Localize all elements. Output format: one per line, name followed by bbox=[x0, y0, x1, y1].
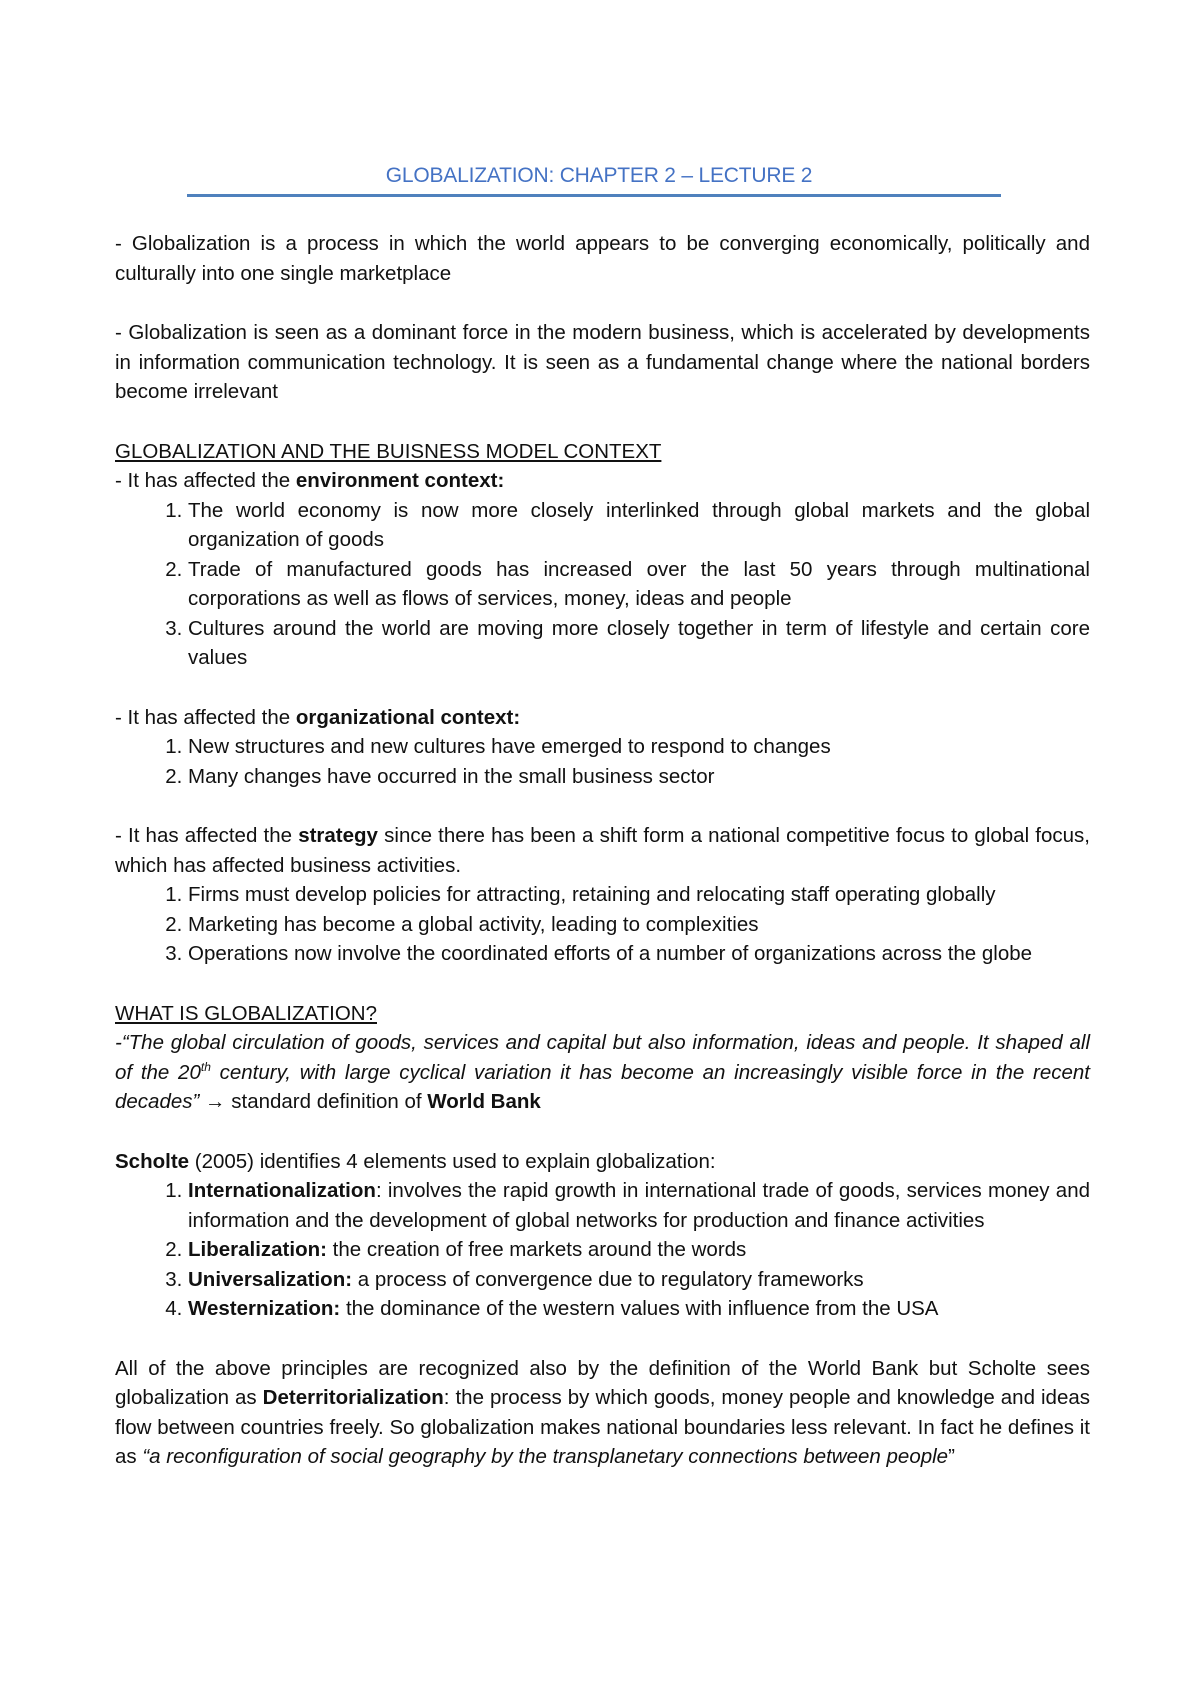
title-underline bbox=[187, 194, 1001, 197]
intro-paragraph-2: - Globalization is seen as a dominant force in the modern business, which is accelerated by developments in information communication technology. It is seen as a fundamental change where the national borders become irrelevant bbox=[115, 321, 1090, 403]
list-item: 4. Westernization: the dominance of the western values with influence from the USA bbox=[188, 1294, 1090, 1324]
page-title: GLOBALIZATION: CHAPTER 2 – LECTURE 2 bbox=[385, 164, 813, 187]
list-item: 3. Operations now involve the coordinated efforts of a number of organizations across the globe bbox=[188, 939, 1090, 969]
scholte-elements-list bbox=[115, 1176, 1090, 1324]
intro-paragraph-1: - Globalization is a process in which the world appears to be converging economically, politically and culturally into one single marketplace bbox=[115, 232, 1090, 285]
list-item: 1. Firms must develop policies for attracting, retaining and relocating staff operating globally bbox=[188, 880, 1090, 910]
list-item: 1. The world economy is now more closely interlinked through global markets and the global organization of goods bbox=[188, 496, 1090, 555]
list-item: 2. Trade of manufactured goods has increased over the last 50 years through multinational corporations as well as flows of services, money, ideas and people bbox=[188, 555, 1090, 614]
list-item: 3. Universalization: a process of convergence due to regulatory frameworks bbox=[188, 1265, 1090, 1295]
strategy-line: - It has affected the strategy since there has been a shift form a national competitive focus to global focus, which has affected business activities. bbox=[115, 824, 1090, 877]
list-item: 2. Marketing has become a global activity, leading to complexities bbox=[188, 910, 1090, 940]
section-heading-what-is: WHAT IS GLOBALIZATION? bbox=[115, 1001, 377, 1025]
list-item: 1. New structures and new cultures have emerged to respond to changes bbox=[188, 732, 1090, 762]
list-item: 2. Liberalization: the creation of free markets around the words bbox=[188, 1235, 1090, 1265]
env-context-line: - It has affected the environment context: bbox=[115, 469, 505, 492]
closing-paragraph: All of the above principles are recognized also by the definition of the World Bank but Scholte sees globalization as Deterritorialization: the process by which goods, money people and knowledge and ideas flow between countries freely. So globalization makes national boundaries less relevant. In fact he defines it as “a reconfiguration of social geography by the transplanetary connections between people” bbox=[115, 1356, 1091, 1468]
org-context-line: - It has affected the organizational context: bbox=[115, 705, 521, 729]
strategy-list bbox=[115, 880, 1090, 969]
document-body bbox=[115, 229, 1090, 1472]
scholte-intro: Scholte (2005) identifies 4 elements used to explain globalization: bbox=[115, 1149, 716, 1173]
section-heading-business-context: GLOBALIZATION AND THE BUISNESS MODEL CONTEXT bbox=[115, 439, 662, 463]
title-block bbox=[187, 164, 1001, 197]
arrow-icon: → bbox=[199, 1090, 232, 1113]
list-item: 1. Internationalization: involves the rapid growth in international trade of goods, services money and information and the development of global networks for production and finance activities bbox=[188, 1176, 1090, 1235]
org-context-list bbox=[115, 732, 1090, 791]
list-item: 2. Many changes have occurred in the small business sector bbox=[188, 762, 1090, 792]
list-item: 3. Cultures around the world are moving more closely together in term of lifestyle and certain core values bbox=[188, 614, 1090, 673]
env-context-list bbox=[115, 496, 1090, 673]
world-bank-definition: -“The global circulation of goods, services and capital but also information, ideas and people. It shaped all of the 20th century, with large cyclical variation it has become an increasingly visible force in the recent decades” → standard definition of World Bank bbox=[115, 1031, 1090, 1113]
